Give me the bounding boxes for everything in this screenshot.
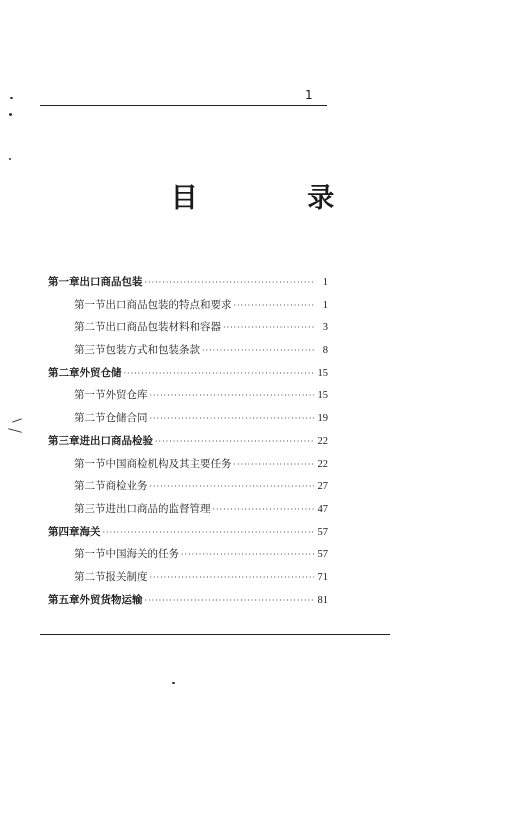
section-title: 中国商检机构及其主要任务: [105, 457, 232, 470]
chapter-title: 外贸仓储: [79, 366, 122, 379]
page-ref: 71: [317, 571, 328, 583]
chapter-title: 海关: [79, 525, 101, 538]
page-ref: 57: [317, 549, 328, 561]
dot-leader: [213, 505, 315, 514]
section-title: 仓储合同: [105, 412, 148, 425]
section-title: 进出口商品的监督管理: [105, 502, 211, 515]
dot-leader: [145, 278, 315, 287]
toc-section-entry: [48, 501, 328, 524]
section-title: 中国海关的任务: [105, 548, 179, 561]
chapter-number: 第三章: [48, 434, 80, 447]
section-number: 第三节: [74, 344, 106, 357]
toc-section-entry: [48, 478, 328, 501]
table-of-contents: [48, 274, 328, 614]
page-ref: 27: [317, 481, 328, 493]
dot-leader: [150, 414, 315, 423]
scan-speck: [172, 682, 175, 684]
page-ref: 57: [317, 526, 328, 538]
toc-section-entry: [48, 342, 328, 365]
chapter-title: 出口商品包装: [79, 276, 143, 288]
dot-leader: [234, 460, 315, 469]
chapter-title: 外贸货物运输: [79, 593, 143, 606]
scan-speck: [8, 428, 22, 433]
page-title: 目 录: [170, 183, 385, 214]
page-ref: 22: [317, 458, 328, 470]
chapter-title: 进出口商品检验: [79, 434, 153, 447]
dot-leader: [155, 437, 314, 446]
toc-section-entry: [48, 456, 328, 479]
toc-chapter-entry: [48, 433, 328, 456]
section-number: 第二节: [74, 570, 106, 583]
page-ref: 22: [317, 435, 328, 447]
section-number: 第二节: [74, 321, 106, 334]
section-number: 第一节: [74, 389, 106, 402]
section-title: 包装方式和包装条款: [105, 344, 200, 357]
scan-speck: [9, 158, 11, 160]
toc-chapter-entry: [48, 365, 328, 388]
scan-speck: [10, 97, 13, 99]
dot-leader: [181, 550, 314, 559]
footer-rule: [40, 634, 390, 635]
section-title: 出口商品包装材料和容器: [105, 321, 221, 334]
section-number: 第一节: [74, 548, 106, 561]
chapter-number: 第二章: [48, 366, 80, 379]
page-ref: 15: [317, 367, 328, 379]
toc-chapter-entry: [48, 274, 328, 297]
toc-section-entry: [48, 569, 328, 592]
page-ref: 47: [317, 503, 328, 515]
toc-section-entry: [48, 410, 328, 433]
header-rule: [40, 105, 327, 106]
chapter-number: 第一章: [48, 276, 80, 288]
dot-leader: [150, 482, 315, 491]
toc-chapter-entry: [48, 592, 328, 615]
toc-section-entry: [48, 297, 328, 320]
section-number: 第一节: [74, 298, 106, 311]
scan-speck: [12, 418, 22, 422]
toc-chapter-entry: [48, 524, 328, 547]
page-ref: 19: [317, 413, 328, 425]
page-ref: 3: [322, 322, 328, 334]
page-ref: 81: [317, 594, 328, 606]
page-number: 1: [305, 88, 313, 102]
dot-leader: [150, 573, 315, 582]
chapter-number: 第四章: [48, 525, 80, 538]
dot-leader: [234, 301, 315, 310]
dot-leader: [124, 369, 315, 378]
scan-speck: [9, 113, 12, 116]
section-title: 报关制度: [105, 570, 148, 583]
page-ref: 1: [322, 299, 328, 311]
dot-leader: [223, 323, 314, 332]
dot-leader: [150, 391, 315, 400]
section-title: 外贸仓库: [105, 389, 148, 402]
page-ref: 8: [322, 345, 328, 357]
dot-leader: [145, 596, 315, 605]
section-number: 第三节: [74, 502, 106, 515]
toc-section-entry: [48, 319, 328, 342]
dot-leader: [103, 528, 315, 537]
page-ref: 1: [322, 277, 328, 288]
section-number: 第一节: [74, 457, 106, 470]
section-number: 第二节: [74, 480, 106, 493]
section-number: 第二节: [74, 412, 106, 425]
dot-leader: [202, 346, 314, 355]
page-ref: 15: [317, 390, 328, 402]
section-title: 商检业务: [105, 480, 148, 493]
chapter-number: 第五章: [48, 593, 80, 606]
section-title: 出口商品包装的特点和要求: [105, 298, 232, 311]
toc-section-entry: [48, 546, 328, 569]
toc-section-entry: [48, 387, 328, 410]
